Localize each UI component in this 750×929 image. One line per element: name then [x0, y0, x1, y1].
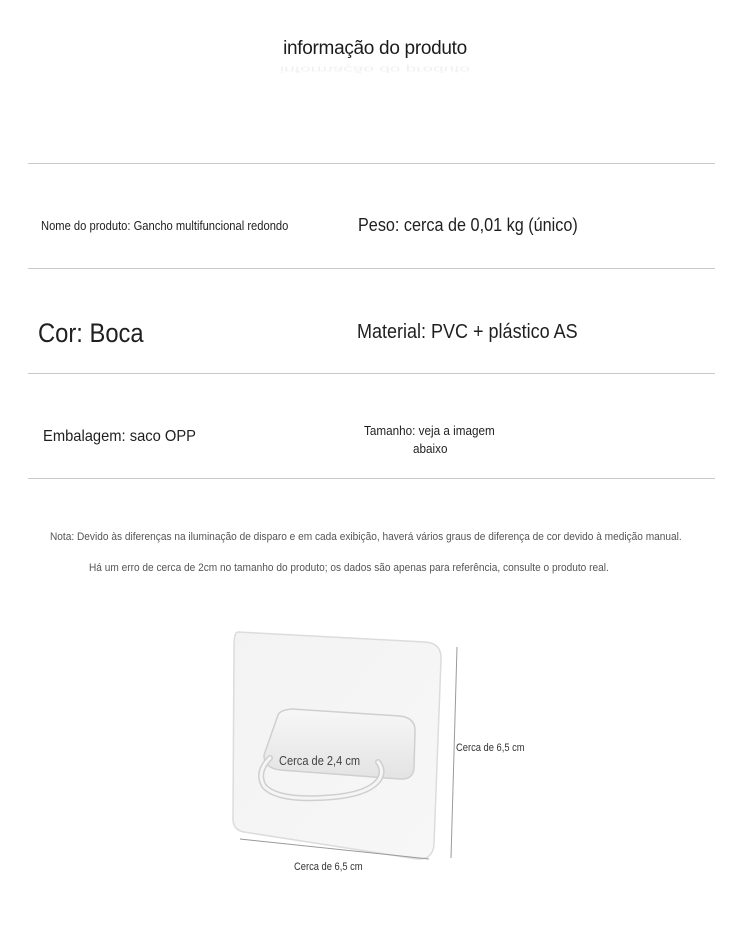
spec-material-text: Material: PVC + plástico AS: [357, 321, 578, 343]
page-title: informação do produto: [283, 38, 467, 59]
divider: [28, 373, 715, 374]
inner-dimension-label: Cerca de 2,4 cm: [279, 753, 361, 768]
title-reflection: informação do produto: [279, 64, 471, 75]
spec-color: [38, 318, 158, 349]
spec-name-text: Nome do produto: Gancho multifuncional redondo: [41, 218, 289, 233]
hook-base: [264, 709, 415, 779]
spec-material: [357, 321, 602, 344]
spec-size-line2: abaixo: [413, 441, 448, 456]
spec-color-text: Cor: Boca: [38, 318, 144, 348]
spec-size: [364, 423, 509, 456]
spec-weight: [358, 215, 602, 236]
width-dimension-label: Cerca de 6,5 cm: [294, 861, 363, 873]
spec-packaging: [43, 428, 209, 446]
spec-size-line1: Tamanho: veja a imagem: [364, 423, 495, 438]
divider: [28, 478, 715, 479]
spec-name: [41, 217, 329, 235]
spec-packaging-text: Embalagem: saco OPP: [43, 428, 196, 445]
divider: [28, 163, 715, 164]
spec-weight-text: Peso: cerca de 0,01 kg (único): [358, 215, 578, 235]
product-diagram: [220, 620, 540, 890]
height-dimension-label: Cerca de 6,5 cm: [456, 742, 525, 754]
note-line-2: Há um erro de cerca de 2cm no tamanho do produto; os dados são apenas para referência, consulte o produto real.: [89, 562, 609, 574]
divider: [28, 268, 715, 269]
note-line-1: Nota: Devido às diferenças na iluminação de disparo e em cada exibição, haverá vários graus de diferença de cor devido à medição manual.: [50, 531, 682, 543]
